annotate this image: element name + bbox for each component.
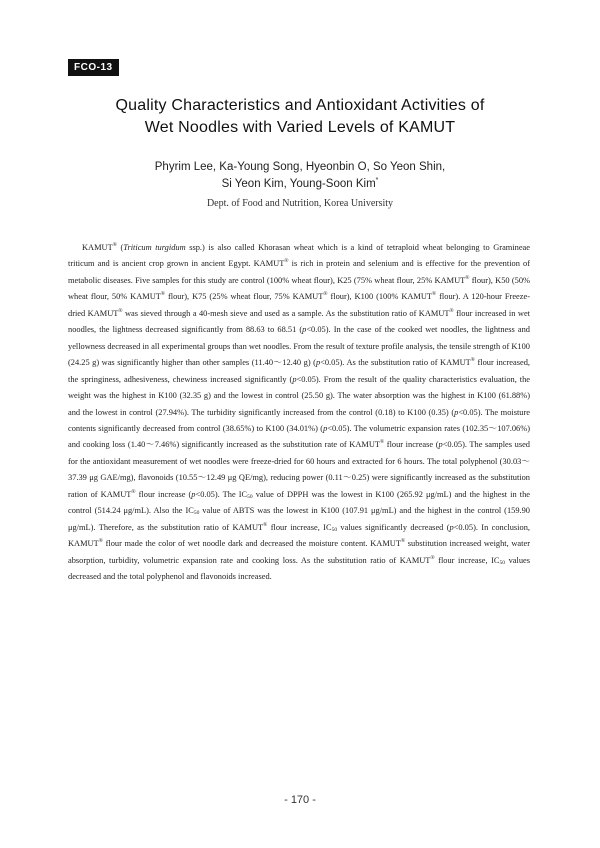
author-list [40,159,560,193]
title-line-2: Wet Noodles with Varied Levels of KAMUT [144,119,456,136]
corresponding-author-mark: * [375,177,379,184]
authors-line-2 [40,176,560,193]
species-name: Triticum turgidum [123,243,186,252]
paper-title [40,95,560,139]
page-number: - 170 - [284,794,316,806]
authors-line-1: Phyrim Lee, Ka-Young Song, Hyeonbin O, So Yeon Shin, [154,161,446,173]
affiliation: Dept. of Food and Nutrition, Korea University [206,198,394,209]
title-line-1: Quality Characteristics and Antioxidant Activities of [115,97,485,114]
session-code-badge: FCO-13 [68,59,119,76]
abstract-body: KAMUT® (Triticum turgidum ssp.) is also called Khorasan wheat which is a kind of tetraploid wheat belonging to Gramineae triticum and is ancient crop grown in ancient Egypt. KAMUT® is rich in protein and selenium and is effective for the prevention of metabolic diseases. Five samples for this study are control (100% wheat flour), K25 (75% wheat flour, 25% KAMUT® flour), K50 (50% wheat flour, 50% KAMUT® flour), K75 (25% wheat flour, 75% KAMUT® flour), K100 (100% KAMUT® flour). A 120-hour Freeze-dried KAMUT® was sieved through a 40-mesh sieve and used as a sample. As the substitution ratio of KAMUT® flour increased in wet noodles, the lightness decreased significantly from 88.63 to 68.51 (p<0.05). In the case of the cooked wet noodles, the lightness and yellowness decreased in all experimental groups than wet noodles. From the result of texture profile analysis, the tensile strength of K100 (24.25 g) was significantly higher than other samples (11.40～12.40 g) (p<0.05). As the substitution ratio of KAMUT® flour increased, the springiness, adhesiveness, chewiness increased significantly (p<0.05). From the result of the quality characteristics evaluation, the weight was the highest in K100 (32.35 g) and the lowest in control (25.50 g). The water absorption was the highest in K100 (61.88%) and the lowest in control (27.94%). The turbidity significantly increased from the control (0.18) to K100 (0.35) (p<0.05). The moisture contents significantly decreased from control (38.65%) to K100 (34.01%) (p<0.05). The volumetric expansion rates (102.35～107.06%) and cooking loss (1.40～7.46%) significantly increased as the substitution rate of KAMUT® flour increase (p<0.05). The samples used for the antioxidant measurement of wet noodles were freeze-dried for 60 hours and extracted for 6 hours. The total polyphenol (30.03～37.39 μg GAE/mg), flavonoids (10.55～12.49 μg QE/mg), reducing power (0.11～0.25) were significantly increased as the substitution ration of KAMUT® flour increase (p<0.05). The $IC_{50}$ value of DPPH was the lowest in K100 (265.92 μg/mL) and the highest in the control (514.24 μg/mL). Also the $IC_{50}$ value of ABTS was the lowest in K100 (107.91 μg/mL) and the highest in the control (159.90 μg/mL). Therefore, as the substitution ratio of KAMUT® flour increase, $IC_{50}$ values significantly decreased (p<0.05). In conclusion, KAMUT® flour made the color of wet noodle dark and decreased the moisture content. KAMUT® substitution increased weight, water absorption, turbidity, volumetric expansion rate and cooking loss. As the substitution ratio of KAMUT® flour increase, $IC_{50}$ values decreased and the total polyphenol and flavonoids increased. [68,242,531,582]
authors-line-2-text: Si Yeon Kim, Young-Soon Kim [221,178,376,190]
